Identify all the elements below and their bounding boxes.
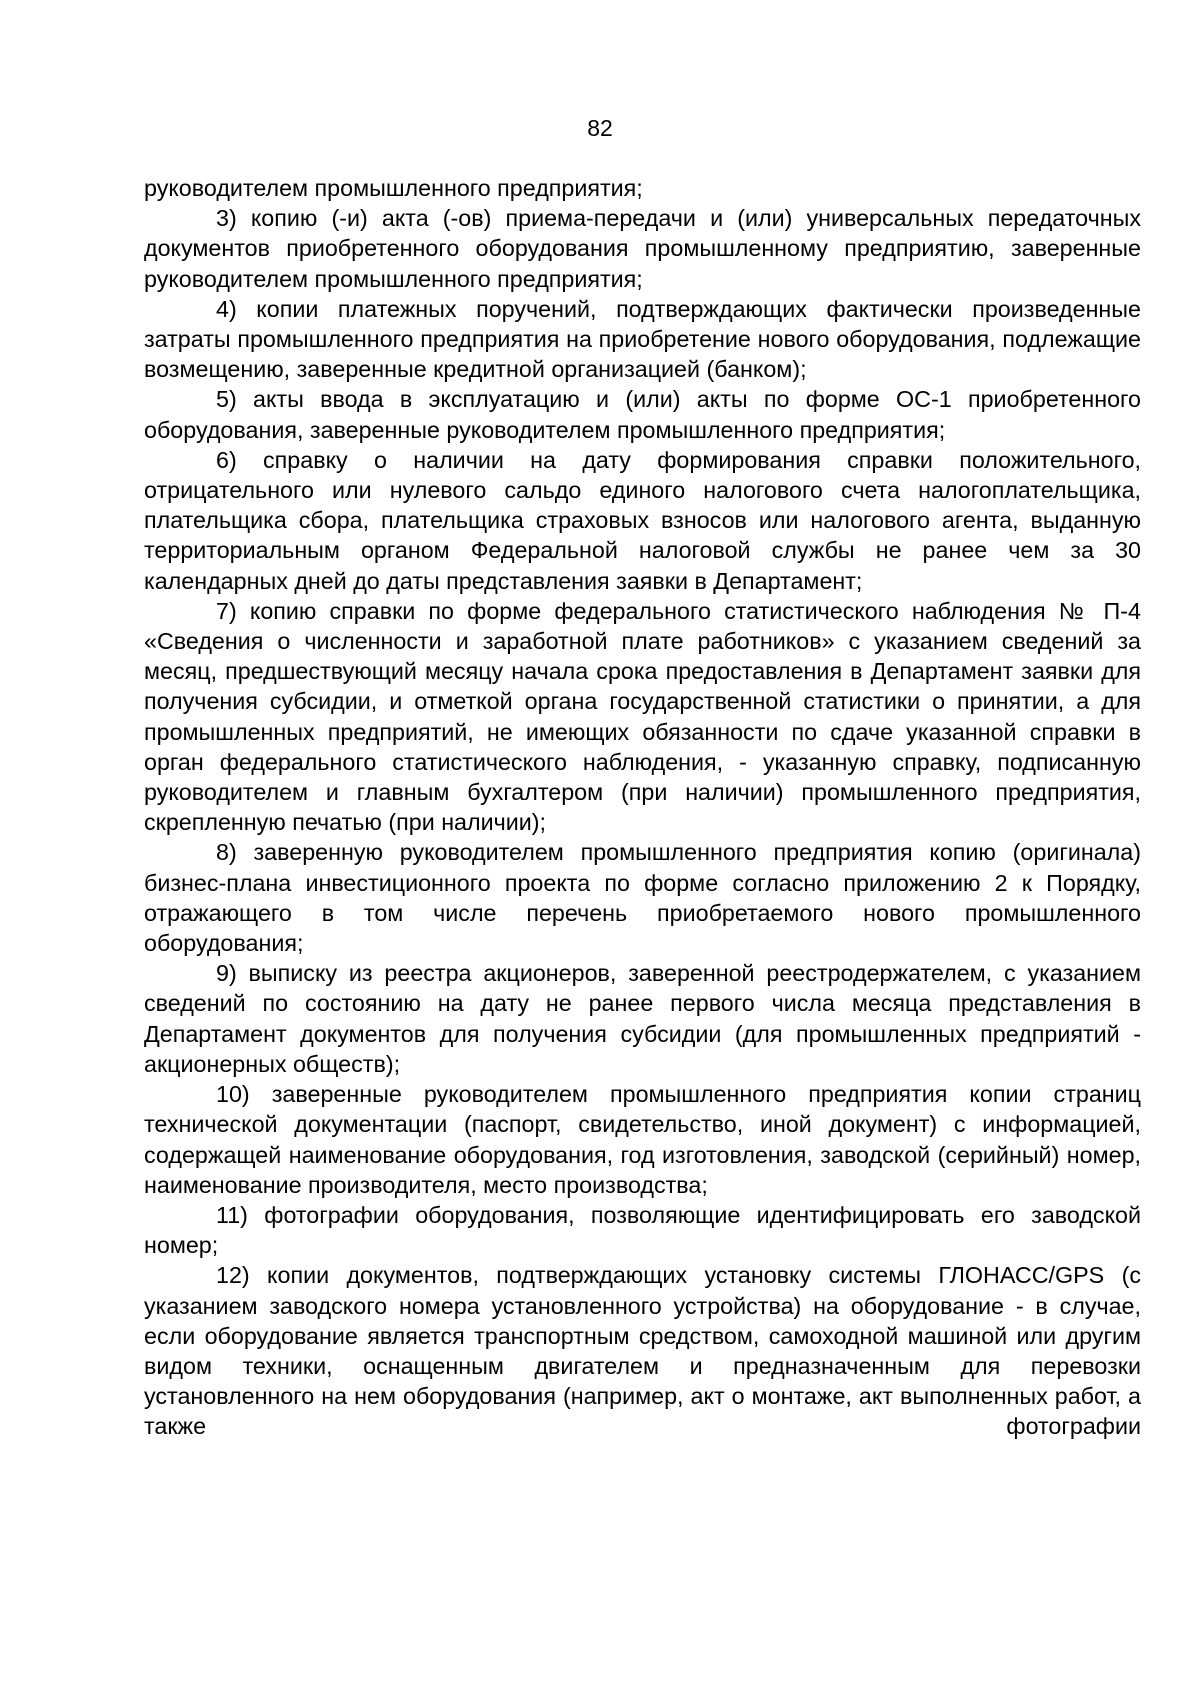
page-number: 82: [587, 115, 613, 141]
paragraph-item-10: 10) заверенные руководителем промышленного предприятия копии страниц технической документации (паспорт, свидетельство, иной документ) с информацией, содержащей наименование оборудования, год изготовления, заводской (серийный) номер, наименование производителя, место производства;: [144, 1081, 1141, 1198]
paragraph-continuation: руководителем промышленного предприятия;: [144, 175, 643, 201]
paragraph-item-8: 8) заверенную руководителем промышленного предприятия копию (оригинала) бизнес-плана инвестиционного проекта по форме согласно приложению 2 к Порядку, отражающего в том числе перечень приобретаемого нового промышленного оборудования;: [144, 839, 1141, 957]
paragraph-item-6: 6) справку о наличии на дату формирования справки положительного, отрицательного или нулевого сальдо единого налогового счета налогоплательщика, плательщика сбора, плательщика страховых взносов или налогового агента, выданную территориальным органом Федеральной налоговой службы не ранее чем за 30 календарных дней до даты представления заявки в Департамент;: [144, 446, 1141, 594]
document-body: [144, 173, 1141, 1442]
paragraph-item-4: 4) копии платежных поручений, подтверждающих фактически произведенные затраты промышленного предприятия на приобретение нового оборудования, подлежащие возмещению, заверенные кредитной организацией (банком);: [144, 295, 1141, 383]
paragraph-item-9: 9) выписку из реестра акционеров, заверенной реестродержателем, с указанием сведений по состоянию на дату не ранее первого числа месяца представления в Департамент документов для получения субсидии (для промышленных предприятий - акционерных обществ);: [144, 960, 1141, 1077]
paragraph-item-3: 3) копию (-и) акта (-ов) приема-передачи и (или) универсальных передаточных документов приобретенного оборудования промышленному предприятию, заверенные руководителем промышленного предприятия;: [144, 205, 1141, 292]
paragraph-item-5: 5) акты ввода в эксплуатацию и (или) акты по форме ОС-1 приобретенного оборудования, заверенные руководителем промышленного предприятия;: [144, 386, 1141, 443]
paragraph-item-11: 11) фотографии оборудования, позволяющие идентифицировать его заводской номер;: [144, 1201, 1141, 1259]
paragraph-item-12: 12) копии документов, подтверждающих установку системы ГЛОНАСС/GPS (с указанием заводского номера установленного устройства) на оборудование - в случае, если оборудование является транспортным средством, самоходной машиной или другим видом техники, оснащенным двигателем и предназначенным для перевозки установленного на нем оборудования (например, акт о монтаже, акт выполненных работ, а также фотографии: [144, 1262, 1141, 1440]
paragraph-item-7: 7) копию справки по форме федерального статистического наблюдения № П-4 «Сведения о численности и заработной плате работников» с указанием сведений за месяц, предшествующий месяцу начала срока предоставления в Департамент заявки для получения субсидии, и отметкой органа государственной статистики о принятии, а для промышленных предприятий, не имеющих обязанности по сдаче указанной справки в орган федерального статистического наблюдения, - указанную справку, подписанную руководителем и главным бухгалтером (при наличии) промышленного предприятия, скрепленную печатью (при наличии);: [144, 597, 1141, 836]
